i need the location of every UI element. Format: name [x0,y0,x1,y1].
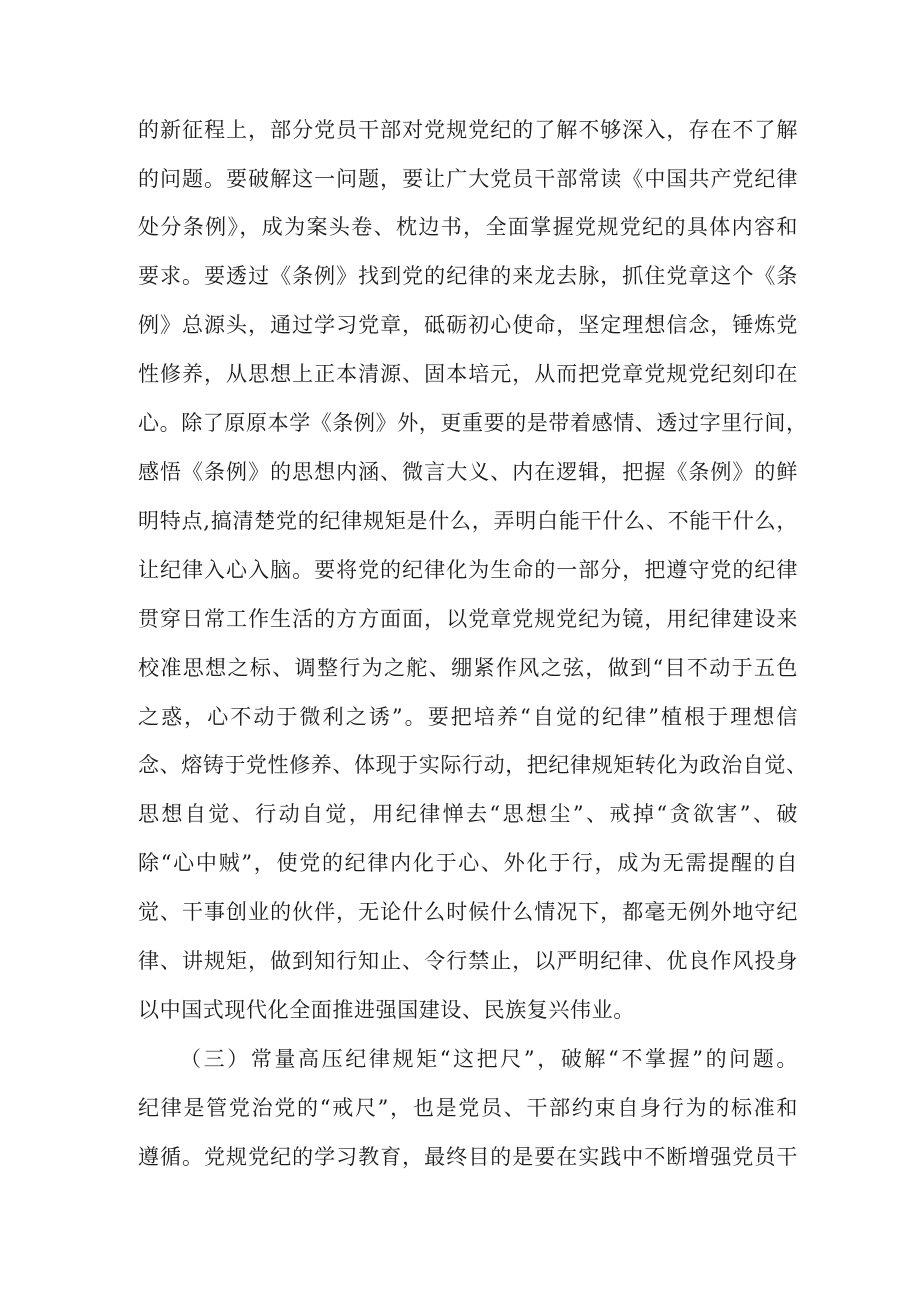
text-line: 要求。要透过《条例》找到党的纪律的来龙去脉，抓住党章这个《条 [138,264,798,288]
text-line: 遵循。党规党纪的学习教育，最终目的是要在实践中不断增强党员干 [138,1145,798,1169]
text-line: 思想自觉、行动自觉，用纪律惮去“思想尘”、戒掉“贪欲害”、破 [138,802,798,826]
text-line: 贯穿日常工作生活的方方面面，以党章党规党纪为镜，用纪律建设来 [138,607,798,631]
text-line: 性修养，从思想上正本清源、固本培元，从而把党章党规党纪刻印在 [138,362,798,386]
section-heading-line: （三）常量高压纪律规矩“这把尺”，破解“不掌握”的问题。 [180,1047,798,1071]
text-line: 明特点,搞清楚党的纪律规矩是什么，弄明白能干什么、不能干什么， [138,509,798,533]
text-line: 之惑，心不动于微利之诱”。要把培养“自觉的纪律”植根于理想信 [138,705,798,729]
text-line: 的问题。要破解这一问题，要让广大党员干部常读《中国共产党纪律 [138,167,798,191]
text-line: 除“心中贼”，使党的纪律内化于心、外化于行，成为无需提醒的自 [138,851,798,875]
text-line: 处分条例》，成为案头卷、枕边书，全面掌握党规党纪的具体内容和 [138,215,798,239]
text-line: 让纪律入心入脑。要将党的纪律化为生命的一部分，把遵守党的纪律 [138,558,798,582]
text-line: 以中国式现代化全面推进强国建设、民族复兴伟业。 [138,998,635,1022]
text-line: 觉、干事创业的伙伴，无论什么时候什么情况下，都毫无例外地守纪 [138,900,798,924]
text-line: 念、熔铸于党性修养、体现于实际行动，把纪律规矩转化为政治自觉、 [138,753,808,777]
text-line: 纪律是管党治党的“戒尺”，也是党员、干部约束自身行为的标准和 [138,1096,798,1120]
text-line: 律、讲规矩，做到知行知止、令行禁止，以严明纪律、优良作风投身 [138,949,798,973]
text-line: 心。除了原原本学《条例》外，更重要的是带着感情、透过字里行间， [138,411,808,435]
text-line: 的新征程上，部分党员干部对党规党纪的了解不够深入，存在不了解 [138,118,798,142]
text-line: 感悟《条例》的思想内涵、微言大义、内在逻辑，把握《条例》的鲜 [138,460,798,484]
text-line: 例》总源头，通过学习党章，砥砺初心使命，坚定理想信念，锤炼党 [138,313,798,337]
text-line: 校准思想之标、调整行为之舵、绷紧作风之弦，做到“目不动于五色 [138,656,798,680]
